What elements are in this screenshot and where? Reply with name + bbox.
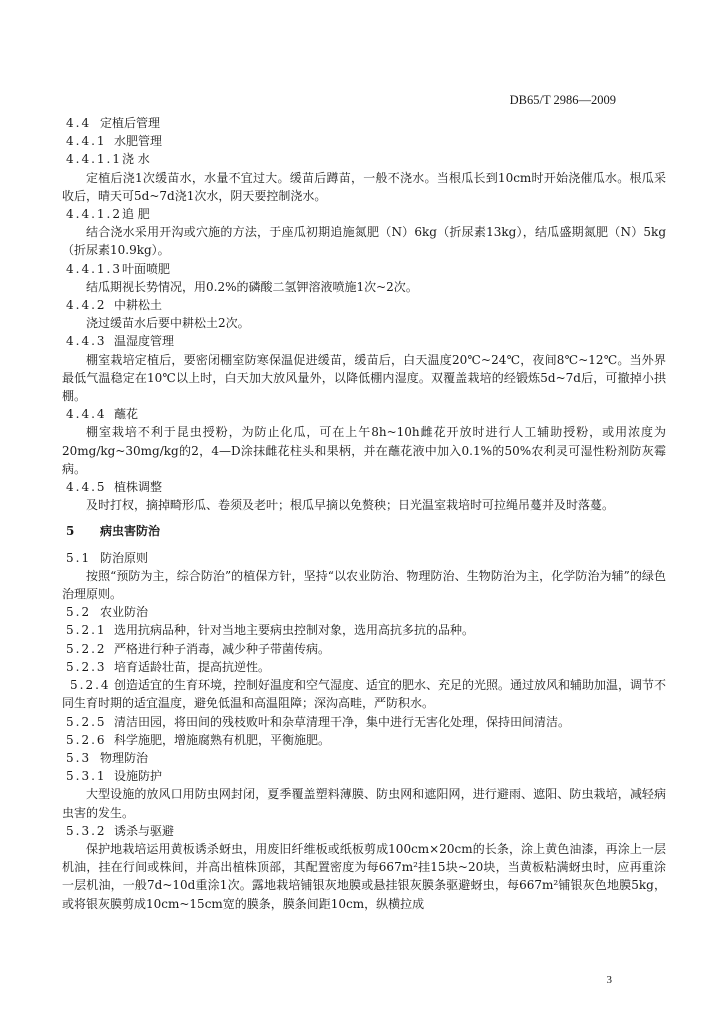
clause-heading [62, 549, 666, 567]
clause-heading [62, 658, 666, 676]
paragraph: 保护地栽培运用黄板诱杀蚜虫，用废旧纤维板或纸板剪成100cm×20cm的长条，涂上黄色油漆，再涂上一层机油，挂在行间或株间，并高出植株顶部，其配置密度为每667m²挂15块~20块，当黄板粘满蚜虫时，应再重涂一层机油，一般7d~10d重涂1次。露地栽培铺银灰地膜或悬挂银灰膜条驱避蚜虫，每667m²铺银灰色地膜5kg，或将银灰膜剪成10cm~15cm宽的膜条，膜条间距10cm，纵横拉成 [62, 841, 666, 911]
paragraph: 及时打杈，摘掉畸形瓜、卷须及老叶；根瓜早摘以免赘秧；日光温室栽培时可拉绳吊蔓并及时落蔓。 [86, 498, 615, 513]
standard-code: DB65/T 2986—2009 [509, 93, 616, 107]
clause-heading [62, 114, 666, 132]
clause-heading [62, 332, 666, 350]
clause-number: 4.4.1.1 [66, 152, 122, 167]
clause-number: 5.3.1 [66, 769, 107, 784]
clause-number: 4.4.3 [66, 334, 107, 349]
clause-heading [62, 822, 666, 840]
clause-title: 定植后管理 [100, 116, 161, 130]
clause-number: 5.2 [66, 605, 92, 620]
paragraph: 棚室栽培不利于昆虫授粉，为防止化瓜，可在上午8h~10h雌花开放时进行人工辅助授粉，或用浓度为20mg/kg~30mg/kg的2，4—D涂抹雌花柱头和果柄，并在蘸花液中加入0.1%的50%农利灵可湿性粉剂防灰霉病。 [62, 425, 666, 476]
clause-title: 温湿度管理 [114, 334, 175, 349]
clause-number: 4.4.5 [66, 480, 107, 495]
numbered-paragraph [62, 676, 666, 712]
clause-title: 水肥管理 [114, 134, 163, 149]
clause-title: 植株调整 [114, 480, 163, 495]
clause-title: 科学施肥，增施腐熟有机肥，平衡施肥。 [114, 732, 331, 747]
clause-title: 叶面喷肥 [121, 261, 170, 276]
clause-number: 5.2.2 [66, 641, 107, 656]
clause-heading [62, 767, 666, 785]
clause-number: 5.2.3 [66, 659, 107, 674]
clause-title: 诱杀与驱避 [114, 823, 175, 838]
paragraph: 定植后浇1次缓苗水，水量不宜过大。缓苗后蹲苗，一般不浇水。当根瓜长到10cm时开始浇催瓜水。根瓜采收后，晴天可5d~7d浇1次水，阴天要控制浇水。 [62, 170, 666, 203]
paragraph: 结合浇水采用开沟或穴施的方法，于座瓜初期追施氮肥（N）6kg（折尿素13kg），结瓜盛期氮肥（N）5kg（折尿素10.9kg）。 [62, 225, 666, 258]
clause-heading [62, 405, 666, 423]
clause-heading [62, 296, 666, 314]
clause-title: 培育适龄壮苗，提高抗逆性。 [114, 659, 271, 674]
clause-heading [62, 132, 666, 150]
clause-number: 4.4.1.3 [66, 261, 122, 276]
paragraph: 大型设施的放风口用防虫网封闭，夏季覆盖塑料薄膜、防虫网和遮阳网，进行避雨、遮阳、防虫栽培，减轻病虫害的发生。 [62, 787, 666, 820]
clause-title: 物理防治 [100, 750, 149, 765]
clause-heading [62, 731, 666, 749]
clause-number: 4.4.2 [66, 298, 107, 313]
section-heading [62, 522, 666, 540]
clause-title: 严格进行种子消毒，减少种子带菌传病。 [114, 641, 331, 656]
clause-title: 中耕松土 [114, 298, 163, 313]
clause-number: 5 [66, 524, 77, 539]
clause-title: 病虫害防治 [100, 524, 161, 539]
page-number: 3 [606, 974, 612, 986]
clause-title: 蘸花 [114, 407, 139, 422]
clause-number: 4.4.1.2 [66, 207, 122, 222]
clause-title: 清洁田园，将田间的残枝败叶和杂草清理干净，集中进行无害化处理，保持田间清洁。 [114, 714, 571, 729]
clause-title: 追 肥 [121, 207, 150, 222]
clause-number: 4.4.1 [66, 134, 107, 149]
paragraph: 棚室栽培定植后，要密闭棚室防寒保温促进缓苗，缓苗后，白天温度20℃~24℃，夜间8℃~12℃。当外界最低气温稳定在10℃以上时，白天加大放风量外，以降低棚内湿度。双覆盖栽培的经锻炼5d~7d后，可撤掉小拱棚。 [62, 352, 666, 404]
clause-number: 5.2.5 [66, 714, 107, 729]
clause-number: 5.3.2 [66, 823, 107, 838]
clause-heading [62, 621, 666, 639]
clause-number: 5.2.4 [70, 678, 111, 693]
clause-heading [62, 150, 666, 168]
clause-number: 5.1 [66, 550, 92, 565]
clause-title: 防治原则 [100, 550, 149, 565]
clause-number: 5.2.1 [66, 623, 107, 638]
clause-heading [62, 749, 666, 767]
clause-number: 4.4 [66, 116, 92, 130]
document-body [62, 114, 666, 913]
paragraph-text: 创造适宜的生育环境，控制好温度和空气湿度、适宜的肥水、充足的光照。通过放风和辅助加温，调节不同生育时期的适宜温度，避免低温和高温阻障；深沟高畦，严防积水。 [62, 678, 666, 711]
clause-title: 选用抗病品种，针对当地主要病虫控制对象，选用高抗多抗的品种。 [114, 623, 475, 638]
clause-title: 浇 水 [121, 152, 150, 167]
clause-heading [62, 478, 666, 496]
clause-number: 5.3 [66, 750, 92, 765]
clause-heading [62, 205, 666, 223]
paragraph: 浇过缓苗水后要中耕松土2次。 [86, 316, 250, 331]
clause-title: 设施防护 [114, 769, 163, 784]
paragraph: 按照“预防为主，综合防治”的植保方针，坚持“以农业防治、物理防治、生物防治为主，化学防治为辅”的绿色治理原则。 [62, 568, 666, 602]
clause-heading [62, 260, 666, 278]
clause-heading [62, 603, 666, 621]
clause-number: 5.2.6 [66, 732, 107, 747]
paragraph: 结瓜期视长势情况，用0.2%的磷酸二氢钾溶液喷施1次~2次。 [86, 279, 418, 294]
clause-title: 农业防治 [100, 605, 149, 620]
clause-heading [62, 713, 666, 731]
clause-number: 4.4.4 [66, 407, 107, 422]
clause-heading [62, 640, 666, 658]
